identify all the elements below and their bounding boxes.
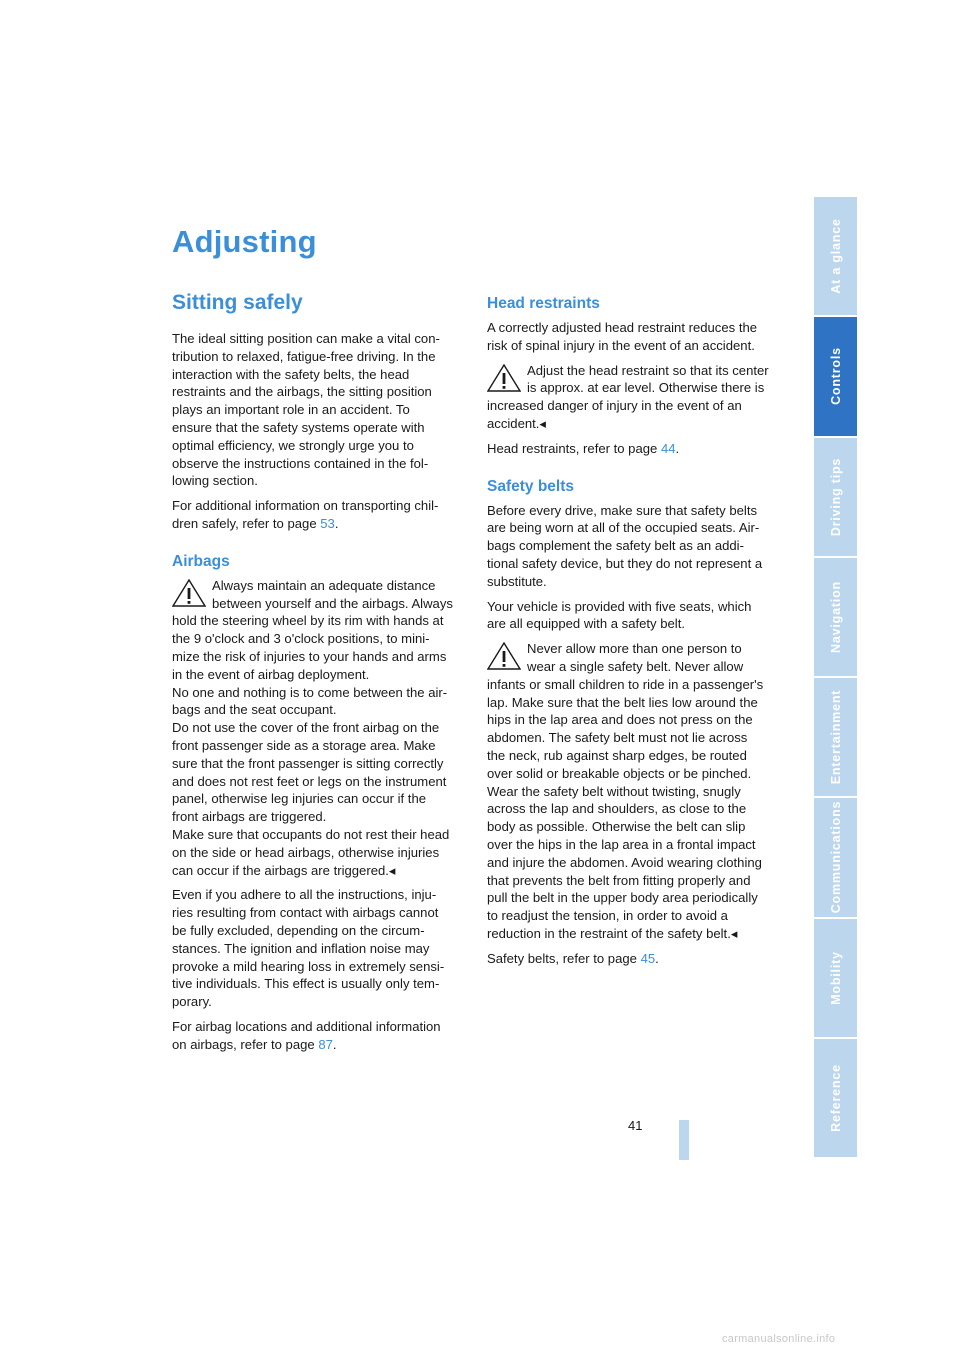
- head-restraint-reference: Head restraints, refer to page 44.: [487, 440, 680, 456]
- text-line: is approx. at ear level. Otherwise there is: [527, 380, 765, 396]
- page-number-bar: [679, 1120, 689, 1160]
- text-line: Always maintain an adequate distance: [212, 577, 436, 593]
- text-line: Do not use the cover of the front airbag on the: [172, 720, 440, 736]
- text-line: For additional information on transporting chil-: [172, 498, 439, 514]
- text-line: Never allow more than one person to: [527, 641, 742, 657]
- tab-communications[interactable]: Communications: [814, 798, 857, 918]
- page-link-87[interactable]: 87: [318, 1036, 333, 1052]
- text-line: accident.◂: [487, 415, 546, 431]
- text-line: Your vehicle is provided with five seats, which: [487, 598, 752, 614]
- text-line: bags and the seat occupant.: [172, 702, 337, 718]
- chapter-tabs: [814, 197, 857, 1159]
- tab-mobility[interactable]: Mobility: [814, 919, 857, 1039]
- text-line: Wear the safety belt without twisting, snugly: [487, 783, 741, 799]
- airbag-reference: For airbag locations and additional information on airbags, refer to page 87.: [172, 1018, 464, 1054]
- head-restraint-intro: [487, 319, 779, 355]
- page-title: Adjusting: [172, 224, 317, 259]
- text-line: bags complement the safety belt as an addi-: [487, 538, 744, 554]
- text-line: abdomen. The safety belt must not lie across: [487, 730, 748, 746]
- text-line: lowing section.: [172, 473, 258, 489]
- tab-reference[interactable]: Reference: [814, 1039, 857, 1159]
- text-line: can occur if the airbags are triggered.◂: [172, 862, 396, 878]
- text-line: tribution to relaxed, fatigue-free driving. In the: [172, 348, 436, 364]
- text-line: and does not rest feet or legs on the instrument: [172, 773, 447, 789]
- text-line: Before every drive, make sure that safety belts: [487, 502, 758, 518]
- text-line: provoke a mild hearing loss in extremely sensi-: [172, 958, 445, 974]
- text-line: substitute.: [487, 573, 547, 589]
- text-line: that prevents the belt from fitting properly and: [487, 872, 751, 888]
- warning-triangle-icon: [172, 579, 206, 607]
- text-line: on airbags, refer to page: [172, 1036, 319, 1052]
- text-line: observe the instructions contained in the fol-: [172, 455, 429, 471]
- text-line: Make sure that occupants do not rest their head: [172, 826, 450, 842]
- safety-belts-seats: [487, 598, 779, 634]
- text-line: over the hips in the lap area in a frontal impact: [487, 836, 756, 852]
- text-line: infants or small children to ride in a passenger's: [487, 676, 764, 692]
- text-line: hold the steering wheel by its rim with hands at: [172, 613, 444, 629]
- head-restraint-warning: [487, 362, 779, 433]
- right-column: [487, 294, 779, 975]
- text-line: tional safety device, but they do not represent a: [487, 555, 763, 571]
- text-line: For airbag locations and additional information: [172, 1018, 441, 1034]
- text-line: ries resulting from contact with airbags cannot: [172, 905, 439, 921]
- text-line: body as possible. Otherwise the belt can slip: [487, 819, 746, 835]
- text-line: pull the belt in the upper body area periodically: [487, 890, 758, 906]
- text-line: The ideal sitting position can make a vital con-: [172, 331, 440, 346]
- text-line: on the side or head airbags, otherwise injuries: [172, 844, 440, 860]
- text-line: to readjust the tension, in order to avoid a: [487, 908, 728, 924]
- tab-controls[interactable]: Controls: [814, 317, 857, 437]
- tab-navigation[interactable]: Navigation: [814, 558, 857, 678]
- text-line: A correctly adjusted head restraint reduces the: [487, 320, 758, 335]
- text-line: over solid or breakable objects or be pinched.: [487, 765, 752, 781]
- text-line: ensure that the safety systems operate with: [172, 419, 425, 435]
- text-line: hips in the lap area and does not press on the: [487, 712, 753, 728]
- safety-belt-warning: [487, 640, 779, 943]
- tab-driving-tips[interactable]: Driving tips: [814, 438, 857, 558]
- text-line: and injure the abdomen. Avoid wearing clothing: [487, 854, 762, 870]
- left-column: [172, 290, 464, 1060]
- text-line: wear a single safety belt. Never allow: [527, 658, 744, 674]
- text-line: sure that the front passenger is sitting correctly: [172, 755, 444, 771]
- text-line: stances. The ignition and inflation noise may: [172, 940, 430, 956]
- text-line: lap. Make sure that the belt lies low around the: [487, 694, 758, 710]
- section-heading-sitting-safely: Sitting safely: [172, 291, 303, 314]
- text-line: between yourself and the airbags. Always: [212, 595, 453, 611]
- text-line: are being worn at all of the occupied seats. Air-: [487, 520, 760, 536]
- text-line: front airbags are triggered.: [172, 809, 327, 825]
- page-link-53[interactable]: 53: [320, 515, 335, 531]
- text-line: optimal efficiency, we strongly urge you to: [172, 437, 414, 453]
- subheading-head-restraints: Head restraints: [487, 295, 600, 312]
- text-line: increased danger of injury in the event of an: [487, 398, 742, 414]
- tab-entertainment[interactable]: Entertainment: [814, 678, 857, 798]
- subheading-airbags: Airbags: [172, 552, 230, 570]
- text-line: panel, otherwise leg injuries can occur if the: [172, 791, 427, 807]
- text-line: plays an important role in an accident. To: [172, 402, 410, 418]
- text-line: interaction with the safety belts, the head: [172, 366, 410, 382]
- tab-at-a-glance[interactable]: At a glance: [814, 197, 857, 317]
- adhere-paragraph: [172, 886, 464, 1011]
- subheading-safety-belts: Safety belts: [487, 477, 575, 495]
- warning-triangle-icon: [487, 642, 521, 670]
- page-link-44[interactable]: 44: [660, 440, 676, 456]
- text-line: No one and nothing is to come between the air-: [172, 684, 448, 700]
- watermark: carmanualsonline.info: [722, 1333, 836, 1345]
- page-number: 41: [628, 1118, 643, 1133]
- text-line: reduction in the restraint of the safety belt.◂: [487, 925, 738, 941]
- text-line: are all equipped with a safety belt.: [487, 616, 685, 632]
- airbag-warning: [172, 577, 464, 880]
- text-line: across the lap and shoulders, as close to the: [487, 801, 747, 817]
- intro-paragraph: [172, 330, 464, 490]
- page-link-45[interactable]: 45: [640, 950, 656, 966]
- text-line: restraints and the airbags, the sitting position: [172, 384, 432, 400]
- text-line: porary.: [172, 994, 212, 1010]
- text-line: in the event of airbag deployment.: [172, 666, 370, 682]
- child-safety-reference: For additional information on transporting chil- dren safely, refer to page 53.: [172, 497, 464, 533]
- text-line: risk of spinal injury in the event of an accident.: [487, 337, 755, 353]
- safety-belts-intro: [487, 502, 779, 591]
- safety-belts-reference: Safety belts, refer to page 45.: [487, 950, 659, 966]
- text-line: tive individuals. This effect is usually only tem-: [172, 976, 440, 992]
- text-line: be fully excluded, depending on the circum-: [172, 922, 425, 938]
- text-line: mize the risk of injuries to your hands and arms: [172, 648, 447, 664]
- text-line: front passenger side as a storage area. Make: [172, 737, 436, 753]
- text-line: Adjust the head restraint so that its center: [527, 362, 769, 378]
- text-line: Even if you adhere to all the instructions, inju-: [172, 887, 437, 903]
- text-line: dren safely, refer to page: [172, 515, 321, 531]
- warning-triangle-icon: [487, 364, 521, 392]
- text-line: the neck, rub against sharp edges, be routed: [487, 747, 747, 763]
- text-line: the 9 o'clock and 3 o'clock positions, to mini-: [172, 631, 430, 647]
